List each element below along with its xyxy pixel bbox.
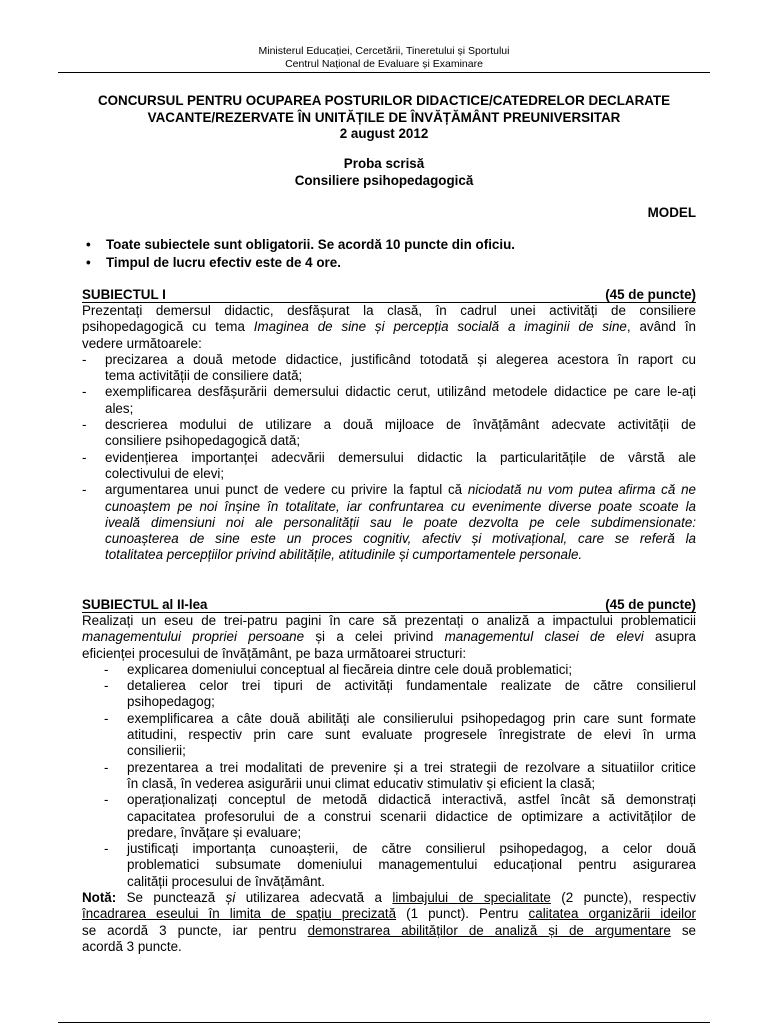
list-item: - prezentarea a trei modalitati de prevenire și a trei strategii de rezolvare a situatiilor critice în clasă, în vederea asigurării unui climat educativ stimulativ și eficient la clasă;	[104, 759, 696, 791]
list-item: - explicarea domeniului conceptual al fiecăreia dintre cele două problematici;	[104, 661, 573, 677]
exam-subtitle	[0, 155, 768, 189]
list-item: - evidențierea importanței adecvării demersului didactic la particularitățile de vârstă ale colectivului de elevi;	[82, 449, 696, 481]
subject-2-points: (45 de puncte)	[605, 597, 696, 612]
subject-1	[82, 287, 696, 564]
model-label: MODEL	[647, 205, 696, 220]
subject-2-heading	[82, 597, 696, 613]
center-name: Centrul Național de Evaluare și Examinare	[285, 58, 483, 70]
title-line-1: CONCURSUL PENTRU OCUPAREA POSTURILOR DIDACTICE/CATEDRELOR DECLARATE	[97, 93, 671, 108]
subject-2-title: SUBIECTUL al II-lea	[82, 597, 208, 612]
instruction-item: • Toate subiectele sunt obligatorii. Se acordă 10 puncte din oficiu.	[86, 237, 515, 252]
subject-1-points: (45 de puncte)	[605, 287, 696, 302]
list-item: - operaționalizați conceptul de metodă didactică interactivă, astfel încât să demonstrați capacitatea profesorului de a construi scenarii didactice de optimizare a activităților de predare, învățare și evaluare;	[104, 792, 696, 840]
list-item: - justificați importanța cunoașterii, de către consilierul psihopedagog, a celor două problematici subsumate domeniului managementului educațional pentru asigurarea calității procesului de învățământ.	[104, 841, 696, 889]
list-item: - detalierea celor trei tipuri de activități fundamentale realizate de către consilierul psihopedagog;	[104, 678, 696, 710]
title-line-2: VACANTE/REZERVATE ÎN UNITĂȚILE DE ÎNVĂȚĂMÂNT PREUNIVERSITAR	[147, 109, 621, 125]
subject-2-intro: Realizați un eseu de trei-patru pagini în care să prezentați o analiză a impactului problematicii managementului propriei persoane și a celei privind managementul clasei de elevi asupra eficienței procesului de învățământ, pe baza următoarei structuri:	[82, 613, 696, 661]
footer-divider	[58, 1022, 710, 1023]
ministry-name: Ministerul Educației, Cercetării, Tineretului și Sportului	[258, 45, 510, 57]
list-item: - exemplificarea a câte două abilități ale consilierului psihopedagog prin care sunt formate atitudini, respectiv prin care sunt evaluate progresele înregistrate de elevi în urma consilierii;	[104, 710, 696, 759]
subject-1-heading	[82, 287, 696, 303]
list-item: - argumentarea unui punct de vedere cu privire la faptul că niciodată nu vom putea afirma că ne cunoaștem pe noi înșine în totalitate, iar confruntarea cu evenimente diverse poate scoate la iveală dimensiuni noi ale personalității sau le poate dezvolta pe cele subdimensionate: cunoașterea de sine este un proces cognitiv, afectiv și motivațional, care se referă la totalitatea percepțiilor privind abilitățile, atitudinile și cumportamentele personale.	[82, 482, 696, 563]
exam-specialty: Consiliere psihopedagogică	[294, 173, 474, 188]
header-divider	[58, 72, 710, 73]
bullet-icon: •	[86, 254, 91, 270]
instructions-list	[86, 236, 515, 271]
exam-type: Proba scrisă	[343, 156, 425, 171]
document-title	[0, 93, 768, 143]
instruction-item: • Timpul de lucru efectiv este de 4 ore.	[86, 254, 341, 270]
title-date: 2 august 2012	[339, 126, 429, 141]
grading-note: Notă: Se punctează și utilizarea adecvată a limbajului de specialitate (2 puncte), respectiv încadrarea eseului în limita de spațiu precizată (1 punct). Pentru calitatea organizării ideilor se acordă 3 puncte, iar pentru demonstrarea abilităților de analiză și de argumentare se acordă 3 puncte.	[82, 890, 697, 954]
subject-1-intro: Prezentați demersul didactic, desfășurat la clasă, în cadrul unei activități de consiliere psihopedagogică cu tema Imaginea de sine și percepția socială a imaginii de sine, având în vedere următoarele:	[82, 303, 696, 351]
list-item: - exemplificarea desfășurării demersului didactic cerut, utilizând metodele didactice pe care le-ați ales;	[82, 384, 696, 416]
bullet-icon: •	[86, 237, 91, 252]
list-item: - precizarea a două metode didactice, justificând totodată și alegerea acestora în raport cu tema activității de consiliere dată;	[82, 351, 696, 384]
list-item: - descrierea modului de utilizare a două mijloace de învățământ adecvate activității de consiliere psihopedagogică dată;	[82, 417, 696, 449]
subject-2	[82, 597, 696, 955]
subject-1-title: SUBIECTUL I	[82, 287, 166, 302]
